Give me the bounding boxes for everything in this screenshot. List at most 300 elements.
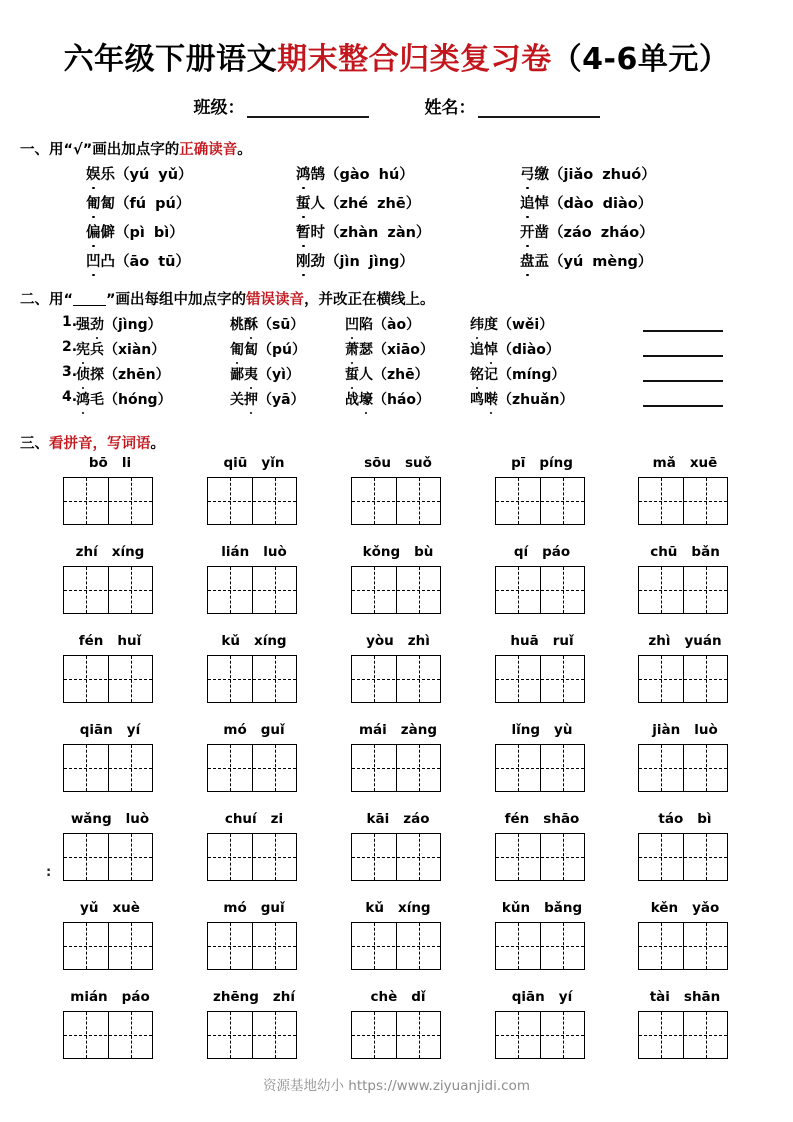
section-2-item[interactable] [470,389,574,409]
dotted-character: 追 [520,192,535,213]
grid-cell[interactable] [396,1012,440,1058]
grid-cell[interactable] [64,567,108,613]
grid-cell[interactable] [252,834,296,880]
character-writing-grid[interactable] [495,922,585,970]
dotted-character: 酥 [244,314,258,334]
character-writing-grid[interactable] [207,1011,297,1059]
section-1-row [0,163,793,192]
pinyin-prompt: mó guǐ [223,722,285,738]
section-1-item[interactable] [296,221,430,242]
character-writing-grid[interactable] [495,566,585,614]
section-2-item[interactable] [470,314,553,334]
title-part-highlight: 期末整合归类复习卷 [277,42,552,77]
correction-answer-line[interactable] [643,380,723,382]
section-2-item[interactable] [345,364,429,384]
section-2-row [0,389,793,414]
section-3-row [0,633,793,722]
grid-cell[interactable] [540,567,584,613]
section-3-row [0,989,793,1078]
title-part-units: （4-6单元） [551,42,730,77]
character-writing-grid[interactable] [207,655,297,703]
section-2-item[interactable] [76,389,172,409]
pinyin-word-slot [638,989,732,1059]
section-1-heading [20,138,252,159]
grid-cell[interactable] [396,745,440,791]
pinyin-prompt: kǒng bù [362,544,434,560]
dotted-character: 押 [244,389,258,409]
grid-cell[interactable] [396,834,440,880]
character-writing-grid[interactable] [495,744,585,792]
name-field[interactable] [425,93,600,118]
pinyin-value[interactable]: （xiàn） [104,342,166,358]
section-3-row [0,811,793,900]
pinyin-prompt: huā ruǐ [510,633,574,649]
section-1-item[interactable] [296,163,414,184]
name-blank-line[interactable] [478,102,600,118]
grid-cell[interactable] [352,656,396,702]
grid-cell[interactable] [64,478,108,524]
character-writing-grid[interactable] [207,744,297,792]
grid-cell[interactable] [208,834,252,880]
word-remainder: 度 [484,317,498,333]
word-remainder: 凿 [534,225,549,241]
grid-cell[interactable] [252,1012,296,1058]
dotted-character: 偏 [86,221,101,242]
grid-cell[interactable] [683,656,727,702]
character-writing-grid[interactable] [495,655,585,703]
pinyin-word-slot [495,633,589,703]
grid-cell[interactable] [64,834,108,880]
section-2-item[interactable] [230,339,306,359]
grid-cell[interactable] [108,567,152,613]
pinyin-word-slot [495,544,589,614]
character-writing-grid[interactable] [638,1011,728,1059]
grid-cell[interactable] [639,656,683,702]
section-1-item[interactable] [86,192,190,213]
pinyin-prompt: bō li [88,455,132,471]
dotted-character: 蜇 [296,192,311,213]
grid-cell[interactable] [108,834,152,880]
grid-cell[interactable] [208,656,252,702]
pinyin-word-slot [495,722,589,792]
grid-cell[interactable] [108,745,152,791]
section-1-item[interactable] [86,250,190,271]
section-2-item[interactable] [470,339,560,359]
section-2-heading-pre: 二、用“ [20,292,74,308]
grid-cell[interactable] [252,567,296,613]
grid-cell[interactable] [496,923,540,969]
word-remainder: 陷 [359,317,373,333]
section-3-writing-grids [0,455,793,1078]
pinyin-choices[interactable]: （jìn jìng） [325,254,414,270]
word-remainder: 匐 [100,196,115,212]
stray-mark: : [46,865,52,880]
grid-cell[interactable] [496,567,540,613]
pinyin-prompt: chū bǎn [650,544,720,560]
grid-cell[interactable] [252,923,296,969]
section-3-row [0,900,793,989]
word-remainder: 悼 [534,196,549,212]
pinyin-value[interactable]: （pú） [258,342,306,358]
grid-cell[interactable] [108,1012,152,1058]
character-writing-grid[interactable] [63,744,153,792]
row-number: 2. [62,339,78,355]
character-writing-grid[interactable] [638,655,728,703]
grid-cell[interactable] [208,567,252,613]
section-2-item[interactable] [76,339,165,359]
pinyin-choices[interactable]: （pì bì） [115,225,184,241]
character-writing-grid[interactable] [351,655,441,703]
pinyin-value[interactable]: （wěi） [498,317,554,333]
grid-cell[interactable] [639,1012,683,1058]
section-2-item[interactable] [230,314,304,334]
grid-cell[interactable] [396,923,440,969]
character-writing-grid[interactable] [351,833,441,881]
pinyin-prompt: jiàn luò [652,722,718,738]
word-first-character: 鄙 [230,367,244,383]
pinyin-prompt: mái zàng [358,722,438,738]
pinyin-value[interactable]: （yì） [258,367,300,383]
word-first-character: 关 [230,392,244,408]
pinyin-value[interactable]: （míng） [498,367,566,383]
pinyin-word-slot [207,811,301,881]
section-2-item[interactable] [470,364,565,384]
section-1-item[interactable] [520,250,652,271]
grid-cell[interactable] [352,478,396,524]
correction-answer-line[interactable] [643,405,723,407]
row-number: 1. [62,314,78,330]
pinyin-prompt: pī píng [511,455,573,471]
dotted-character: 鸿 [296,163,311,184]
dotted-character: 开 [520,221,535,242]
pinyin-word-slot [207,633,301,703]
dotted-character: 盘 [520,250,535,271]
grid-cell[interactable] [639,567,683,613]
pinyin-word-slot [63,989,157,1059]
grid-cell[interactable] [496,656,540,702]
grid-cell[interactable] [208,1012,252,1058]
grid-cell[interactable] [64,745,108,791]
title-part-grade: 六年级下册语文 [63,42,278,77]
pinyin-word-slot [638,900,732,970]
character-writing-grid[interactable] [207,833,297,881]
character-writing-grid[interactable] [63,477,153,525]
grid-cell[interactable] [396,478,440,524]
pinyin-value[interactable]: （xiāo） [373,342,434,358]
student-info-row [0,93,793,118]
pinyin-value[interactable]: （diào） [498,342,560,358]
pinyin-value[interactable]: （ào） [373,317,421,333]
pinyin-word-slot [63,900,157,970]
class-field[interactable] [194,93,369,118]
pinyin-word-slot [351,989,445,1059]
footer-watermark: 资源基地幼小 https://www.ziyuanjidi.com [262,1078,530,1094]
word-remainder: 乐 [100,167,115,183]
pinyin-choices[interactable]: （āo tū） [115,254,191,270]
section-1-row [0,192,793,221]
character-writing-grid[interactable] [638,833,728,881]
section-3-heading-post: 。 [150,436,165,452]
dotted-character: 铭 [470,364,484,384]
pinyin-prompt: yǔ xuè [80,900,140,916]
character-writing-grid[interactable] [495,1011,585,1059]
dotted-character: 劲 [90,314,104,334]
pinyin-word-slot [207,544,301,614]
pinyin-word-slot [351,900,445,970]
grid-cell[interactable] [352,923,396,969]
grid-cell[interactable] [108,923,152,969]
grid-cell[interactable] [683,745,727,791]
grid-cell[interactable] [208,478,252,524]
section-1-row [0,221,793,250]
pinyin-prompt: fén huǐ [78,633,142,649]
pinyin-choices[interactable]: （yú yǔ） [115,167,193,183]
character-writing-grid[interactable] [63,1011,153,1059]
grid-cell[interactable] [108,656,152,702]
section-2-item[interactable] [345,314,420,334]
grid-cell[interactable] [496,478,540,524]
pinyin-value[interactable]: （yā） [258,392,305,408]
section-2-items [0,314,793,414]
grid-cell[interactable] [352,567,396,613]
pinyin-prompt: táo bì [658,811,712,827]
class-blank-line[interactable] [247,102,369,118]
grid-cell[interactable] [108,478,152,524]
word-remainder: 鹄 [310,167,325,183]
section-1-heading-highlight: 正确读音 [179,142,238,158]
dotted-character: 啭 [484,389,498,409]
pinyin-word-slot [638,722,732,792]
grid-cell[interactable] [683,1012,727,1058]
correction-answer-line[interactable] [643,330,723,332]
section-2-row [0,364,793,389]
dotted-character: 鸿 [76,389,90,409]
section-1-items [0,163,793,279]
section-2-item[interactable] [345,389,430,409]
pinyin-value[interactable]: （zhuǎn） [498,392,574,408]
pinyin-word-slot [207,455,301,525]
pinyin-prompt: wǎng luò [70,811,150,827]
pinyin-value[interactable]: （háo） [373,392,431,408]
dotted-character: 悼 [484,339,498,359]
row-number: 4. [62,389,78,405]
pinyin-prompt: qiān yí [511,989,573,1005]
character-writing-grid[interactable] [351,922,441,970]
grid-cell[interactable] [540,923,584,969]
section-1-item[interactable] [520,221,654,242]
dotted-character: 凹 [345,314,359,334]
pinyin-word-slot [638,455,732,525]
section-2-heading-mid: ”画出每组中加点字的 [106,292,247,308]
grid-cell[interactable] [252,478,296,524]
section-2-heading-highlight: 错误读音 [246,292,305,308]
grid-cell[interactable] [496,1012,540,1058]
word-remainder: 时 [310,225,325,241]
section-1-item[interactable] [296,192,420,213]
pinyin-word-slot [495,811,589,881]
dotted-character: 暂 [296,221,311,242]
pinyin-choices[interactable]: （jiǎo zhuó） [549,167,656,183]
pinyin-word-slot [63,455,157,525]
word-remainder: 凸 [100,254,115,270]
pinyin-prompt: zhēng zhí [212,989,295,1005]
character-writing-grid[interactable] [638,477,728,525]
section-1-item[interactable] [86,221,184,242]
dotted-character: 匍 [86,192,101,213]
character-writing-grid[interactable] [63,655,153,703]
pinyin-value[interactable]: （zhē） [373,367,429,383]
word-remainder: 缴 [534,167,549,183]
pinyin-prompt: kǔ xíng [365,900,431,916]
pinyin-prompt: tài shān [649,989,721,1005]
pinyin-word-slot [638,811,732,881]
grid-cell[interactable] [639,834,683,880]
grid-cell[interactable] [252,656,296,702]
grid-cell[interactable] [496,745,540,791]
pinyin-value[interactable]: （zhēn） [104,367,170,383]
dotted-character: 壕 [359,389,373,409]
section-2-item[interactable] [230,364,300,384]
grid-cell[interactable] [683,478,727,524]
grid-cell[interactable] [540,745,584,791]
section-2-item[interactable] [76,364,170,384]
section-1-item[interactable] [296,250,414,271]
pinyin-word-slot [351,544,445,614]
grid-cell[interactable] [208,923,252,969]
grid-cell[interactable] [396,656,440,702]
pinyin-choices[interactable]: （záo zháo） [549,225,654,241]
pinyin-word-slot [351,455,445,525]
character-writing-grid[interactable] [63,922,153,970]
section-1-row [0,250,793,279]
grid-cell[interactable] [352,745,396,791]
section-2-item[interactable] [76,314,162,334]
pinyin-choices[interactable]: （zhé zhē） [325,196,421,212]
grid-cell[interactable] [540,656,584,702]
word-remainder: 匐 [244,342,258,358]
word-remainder: 探 [90,367,104,383]
word-first-character: 战 [345,392,359,408]
word-remainder: 劲 [310,254,325,270]
dotted-character: 弓 [520,163,535,184]
character-writing-grid[interactable] [63,833,153,881]
pinyin-value[interactable]: （jìng） [104,317,162,333]
section-1-heading-post: 。 [237,142,252,158]
grid-cell[interactable] [639,478,683,524]
word-first-character: 桃 [230,317,244,333]
section-2-item[interactable] [345,339,434,359]
correction-answer-line[interactable] [643,355,723,357]
word-remainder: 盂 [534,254,549,270]
grid-cell[interactable] [352,1012,396,1058]
grid-cell[interactable] [540,478,584,524]
character-writing-grid[interactable] [351,477,441,525]
name-label: 姓名： [424,98,476,118]
pinyin-word-slot [63,722,157,792]
pinyin-prompt: mián páo [70,989,150,1005]
character-writing-grid[interactable] [351,744,441,792]
grid-cell[interactable] [64,923,108,969]
character-writing-grid[interactable] [495,833,585,881]
grid-cell[interactable] [683,567,727,613]
dotted-character: 宪 [76,339,90,359]
character-writing-grid[interactable] [638,744,728,792]
word-remainder: 人 [359,367,373,383]
grid-cell[interactable] [64,1012,108,1058]
character-writing-grid[interactable] [351,566,441,614]
pinyin-value[interactable]: （sū） [258,317,305,333]
section-2-heading-post: ，并改正在横线上。 [304,292,435,308]
character-writing-grid[interactable] [63,566,153,614]
pinyin-choices[interactable]: （yú mèng） [549,254,653,270]
word-first-character: 鸣 [470,392,484,408]
grid-cell[interactable] [496,834,540,880]
pinyin-prompt: qiān yí [79,722,141,738]
word-remainder: 瑟 [359,342,373,358]
page-title [0,34,793,78]
character-writing-grid[interactable] [638,922,728,970]
grid-cell[interactable] [352,834,396,880]
grid-cell[interactable] [396,567,440,613]
word-remainder: 兵 [90,342,104,358]
character-writing-grid[interactable] [351,1011,441,1059]
pinyin-word-slot [351,811,445,881]
section-3-heading-highlight: 看拼音，写词语 [49,436,151,452]
pinyin-prompt: kěn yǎo [650,900,720,916]
grid-cell[interactable] [639,923,683,969]
section-1-item[interactable] [520,163,656,184]
dotted-character: 萧 [345,339,359,359]
grid-cell[interactable] [208,745,252,791]
pinyin-prompt: chuí zi [224,811,284,827]
word-remainder: 人 [310,196,325,212]
grid-cell[interactable] [683,923,727,969]
grid-cell[interactable] [252,745,296,791]
character-writing-grid[interactable] [207,566,297,614]
pinyin-prompt: mó guǐ [223,900,285,916]
pinyin-prompt: zhì yuán [648,633,722,649]
pinyin-prompt: kāi záo [366,811,430,827]
section-1-item[interactable] [520,192,652,213]
grid-cell[interactable] [64,656,108,702]
pinyin-word-slot [495,455,589,525]
grid-cell[interactable] [540,834,584,880]
grid-cell[interactable] [639,745,683,791]
pinyin-choices[interactable]: （zhàn zàn） [325,225,431,241]
grid-cell[interactable] [540,1012,584,1058]
pinyin-word-slot [207,722,301,792]
pinyin-word-slot [638,544,732,614]
grid-cell[interactable] [683,834,727,880]
dotted-character: 侦 [76,364,90,384]
pinyin-choices[interactable]: （fú pú） [115,196,191,212]
pinyin-prompt: mǎ xuē [652,455,718,471]
pinyin-word-slot [495,900,589,970]
pinyin-choices[interactable]: （gào hú） [325,167,414,183]
character-writing-grid[interactable] [207,477,297,525]
pinyin-prompt: zhí xíng [75,544,145,560]
character-writing-grid[interactable] [207,922,297,970]
character-writing-grid[interactable] [495,477,585,525]
pinyin-prompt: lián luò [221,544,287,560]
dotted-character: 纬 [470,314,484,334]
character-writing-grid[interactable] [638,566,728,614]
pinyin-word-slot [207,900,301,970]
pinyin-value[interactable]: （hóng） [104,392,172,408]
section-2-item[interactable] [230,389,305,409]
pinyin-choices[interactable]: （dào diào） [549,196,653,212]
section-1-item[interactable] [86,163,193,184]
